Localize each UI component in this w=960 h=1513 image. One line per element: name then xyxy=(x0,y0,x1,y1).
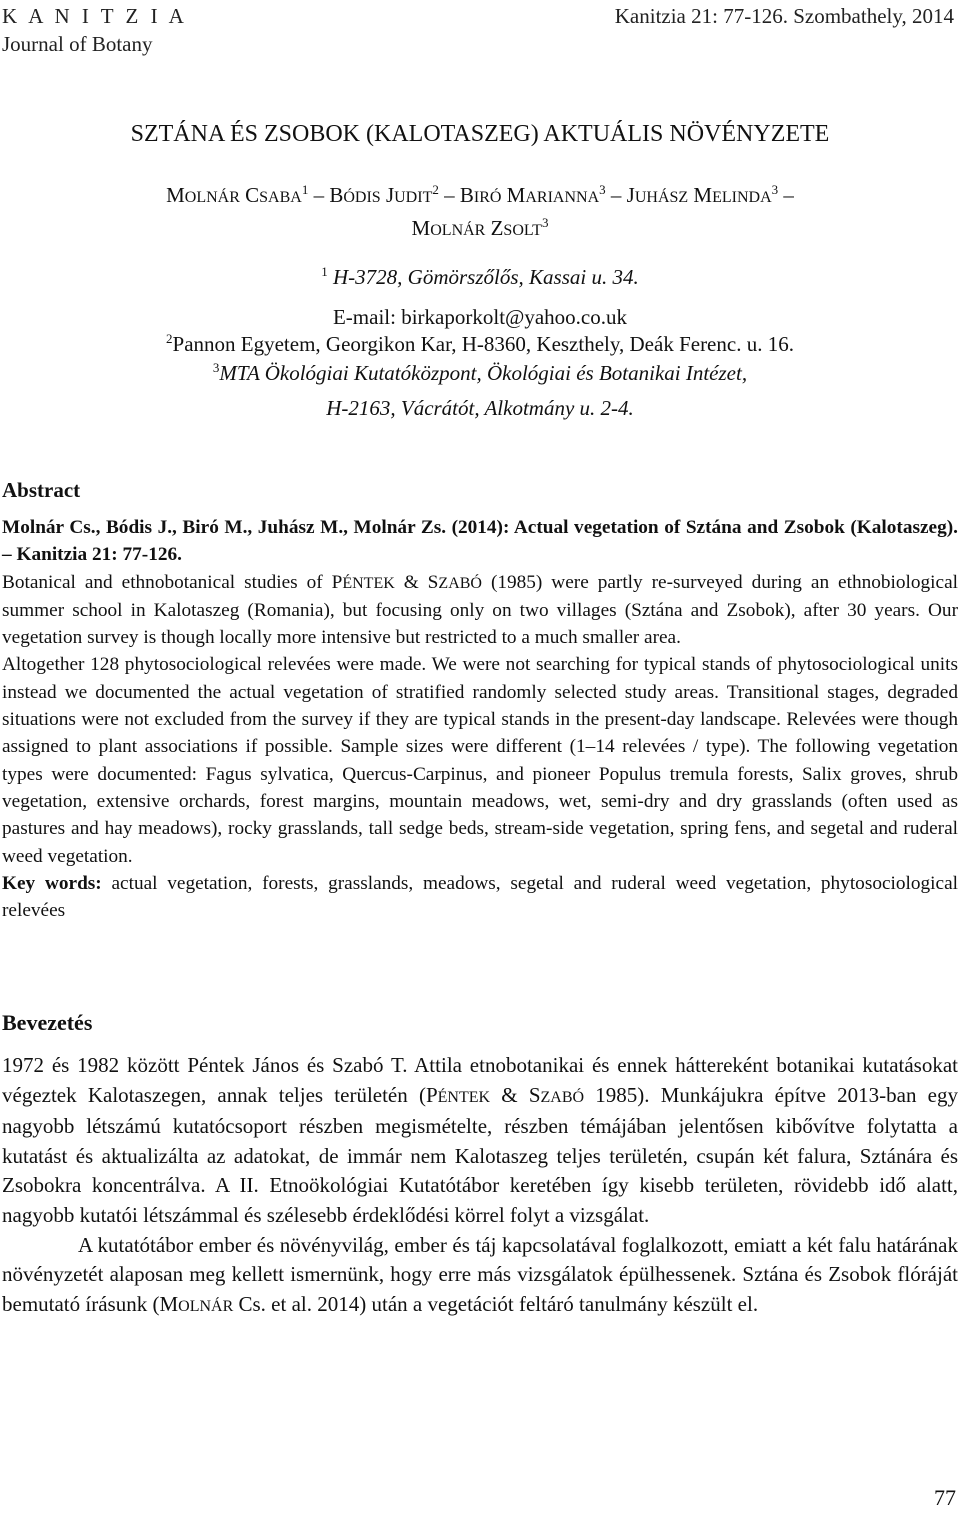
abstract-paragraph: Altogether 128 phytosociological relevées were made. We were not searching for typical stands of phytosociological units instead we documented the actual vegetation of stratified randomly selected study areas. Transitional stages, degraded situations were not excluded from the survey if they are typical stands in the present-day landscape. Relevées were though assigned to plant associations if possible. Sample sizes were different (1–14 relevées / type). The following vegetation types were documented: Fagus sylvatica, Quercus-Carpinus, and pioneer Populus tremula forests, Salix groves, shrub vegetation, extensive orchards, forest margins, mountain meadows, wet, semi-dry and dry grasslands (often used as pastures and hay meadows), rocky grasslands, tall sedge beds, stream-side vegetation, spring fens, and segetal and ruderal weed vegetation. xyxy=(2,654,958,867)
page-number: 77 xyxy=(934,1485,956,1510)
journal-name: K A N I T Z I A xyxy=(2,4,188,28)
intro-body xyxy=(2,1051,958,1321)
author-name: MOLNÁR CSABA$^1$ xyxy=(166,182,309,207)
author-list xyxy=(30,180,930,246)
intro-paragraph: A kutatótábor ember és növényvilág, ember és táj kapcsolatával foglalkozott, emiatt a két falu határának növényzetét alaposan meg kellett ismernünk, hogy erre más vizsgálatok épülhessenek. Sztána és Zsobok flóráját bemutató írásunk (MOLNÁR Cs. et al. 2014) után a vegetációt feltáró tanulmány készült el. xyxy=(2,1232,958,1316)
keywords: Key words: actual vegetation, forests, grasslands, meadows, segetal and ruderal weed vegetation, phytosociological relevées xyxy=(2,872,958,922)
journal-subtitle: Journal of Botany xyxy=(2,32,153,56)
abstract-paragraph: Botanical and ethnobotanical studies of PÉNTEK & SZABÓ (1985) were partly re-surveyed during an ethnobiological summer school in Kalotaszeg (Romania), but focusing only on two villages (Sztána and Zsobok), after 30 years. Our vegetation survey is though locally more intensive but restricted to a much smaller area. xyxy=(2,571,958,649)
affiliation-3-address: H-2163, Vácrátót, Alkotmány u. 2-4. xyxy=(326,396,634,420)
paper-title: SZTÁNA ÉS ZSOBOK (KALOTASZEG) AKTUÁLIS NÖVÉNYZETE xyxy=(130,121,830,147)
author-separator: – xyxy=(444,183,455,207)
author-name: BÓDIS JUDIT$^2$ xyxy=(329,182,439,207)
author-separator: – xyxy=(313,183,325,207)
affiliation-1: $^1$ H-3728, Gömörszőlős, Kassai u. 34. xyxy=(321,264,639,289)
author-separator: – xyxy=(783,183,794,207)
affiliation-3: $^3$MTA Ökológiai Kutatóközpont, Ökológiai és Botanikai Intézet, xyxy=(212,360,748,385)
journal-header xyxy=(2,2,187,58)
author-name: BIRÓ MARIANNA$^3$ xyxy=(459,182,606,207)
author-name: JUHÁSZ MELINDA$^3$ xyxy=(626,182,779,207)
section-heading: Bevezetés xyxy=(2,1010,93,1035)
intro-paragraph: 1972 és 1982 között Péntek János és Szabó T. Attila etnobotanikai és ennek háttereként botanikai kutatásokat végeztek Kalotaszegen, annak teljes területén (PÉNTEK & SZABÓ 1985). Munkájukra építve 2013-ban egy nagyobb létszámú kutatócsoport részben megismételte, részben témájában jelentősen kibővítve folytatta a kutatást és aktualizálta az adatokat, de immár nem Kalotaszeg teljes területén, csupán két falura, Sztánára és Zsobokra koncentrálva. A II. Etnoökológiai Kutatótábor keretében így kisebb területen, rövidebb idő alatt, nagyobb kutatói létszámmal és szélesebb érdeklődési körrel folyt a vizsgálat. xyxy=(2,1053,958,1227)
author-name: MOLNÁR ZSOLT$^3$ xyxy=(411,215,549,240)
author-separator: – xyxy=(610,183,622,207)
affiliation-email: E-mail: birkaporkolt@yahoo.co.uk xyxy=(332,305,628,329)
journal-citation: Kanitzia 21: 77-126. Szombathely, 2014 xyxy=(614,4,954,28)
abstract-heading: Abstract xyxy=(2,478,81,502)
abstract-body xyxy=(2,514,958,924)
affiliation-2: $^2$Pannon Egyetem, Georgikon Kar, H-8360, Keszthely, Deák Ferenc. u. 16. xyxy=(166,331,794,356)
abstract-reference: Molnár Cs., Bódis J., Biró M., Juhász M., Molnár Zs. (2014): Actual vegetation of Sztána and Zsobok (Kalotaszeg). – Kanitzia 21: 77-126. xyxy=(2,517,958,566)
